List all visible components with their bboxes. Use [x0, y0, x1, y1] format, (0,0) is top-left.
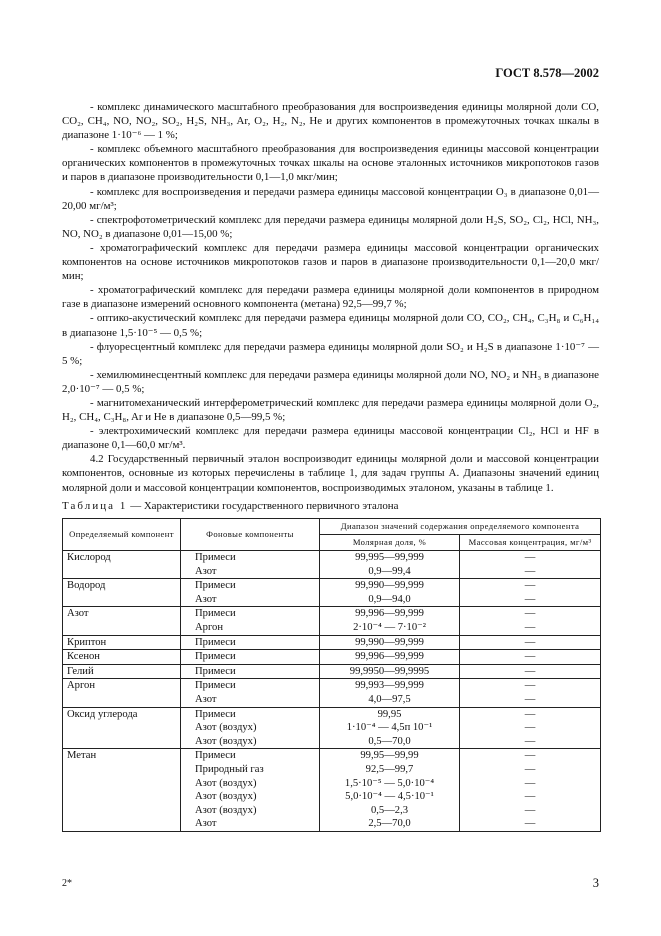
paragraph: - магнитомеханический интерферометрический комплекс для передачи размера единицы молярной доли O₂, H₂, CH₄, C₃H₈, Ar и He в диапазоне 0,5—99,5 %;: [62, 396, 599, 424]
footer-mark: 2*: [62, 878, 72, 889]
cell-mass: —: [460, 749, 601, 763]
cell-molar: 0,9—99,4: [320, 565, 460, 579]
table-row: [63, 650, 601, 665]
header-mass-concentration: Массовая концентрация, мг/м³: [460, 535, 601, 551]
cell-background: Азот: [181, 693, 320, 707]
cell-molar: 99,990—99,999: [320, 579, 460, 593]
cell-molar: 0,9—94,0: [320, 593, 460, 607]
paragraph: - комплекс объемного масштабного преобразования для воспроизведения единицы массовой концентрации органических компонентов в промежуточных точках шкалы на основе эталонных источников микропотоков газов и паров в диапазоне производительности 0,1—1,0 мкг/мин;: [62, 143, 599, 184]
cell-component: Оксид углерода: [63, 707, 181, 721]
table-row: [63, 607, 601, 621]
cell-background: Азот: [181, 593, 320, 607]
cell-mass: —: [460, 735, 601, 749]
cell-molar: 4,0—97,5: [320, 693, 460, 707]
header-molar-fraction: Молярная доля, %: [320, 535, 460, 551]
cell-molar: 0,5—70,0: [320, 735, 460, 749]
cell-molar: 99,993—99,999: [320, 679, 460, 693]
paragraph: - флуоресцентный комплекс для передачи размера единицы молярной доли SO₂ и H₂S в диапазоне 1·10⁻⁷ — 5 %;: [62, 340, 599, 367]
cell-mass: —: [460, 763, 601, 777]
cell-molar: 0,5—2,3: [320, 804, 460, 818]
data-table: [62, 518, 601, 832]
cell-background: Азот (воздух): [181, 777, 320, 791]
table-row: [63, 565, 601, 579]
paragraph: - оптико-акустический комплекс для передачи размера единицы молярной доли CO, CO₂, CH₄, C₃H₈ и C₆H₁₄ в диапазоне 1,5·10⁻⁵ — 0,5 %;: [62, 312, 599, 339]
cell-background: Примеси: [181, 607, 320, 621]
body-text: [62, 100, 599, 495]
table-row: [63, 763, 601, 777]
table-row: [63, 579, 601, 593]
paragraph: - хемилюминесцентный комплекс для передачи размера единицы молярной доли NO, NO₂ и NH₃ в диапазоне 2,0·10⁻⁷ — 0,5 %;: [62, 368, 599, 395]
cell-mass: —: [460, 707, 601, 721]
cell-background: Природный газ: [181, 763, 320, 777]
cell-component: [63, 621, 181, 635]
table-row: [63, 551, 601, 565]
paragraph: - комплекс для воспроизведения и передачи размера единицы массовой концентрации O₃ в диапазоне 0,01—20,00 мг/м³;: [62, 185, 599, 212]
cell-component: Метан: [63, 749, 181, 763]
cell-mass: —: [460, 790, 601, 804]
table-caption-text: — Характеристики государственного первичного эталона: [127, 500, 399, 512]
page-number: 3: [592, 876, 599, 890]
table-row: [63, 804, 601, 818]
table-row: [63, 817, 601, 831]
table-row: [63, 593, 601, 607]
cell-component: [63, 817, 181, 831]
paragraph: - комплекс динамического масштабного преобразования для воспроизведения единицы молярной доли CO, CO₂, CH₄, NO, NO₂, SO₂, H₂S, NH₃, Ar, O₂, H₂, N₂, He и других компонентов в промежуточных точках шкалы в диапазоне 1·10⁻⁶ — 1 %;: [62, 101, 599, 142]
cell-component: [63, 693, 181, 707]
table-caption: [62, 500, 398, 512]
table-row: [63, 721, 601, 735]
document-header: ГОСТ 8.578—2002: [495, 66, 599, 80]
paragraph: - электрохимический комплекс для передачи размера единицы массовой концентрации Cl₂, HCl и HF в диапазоне 0,1—60,0 мг/м³.: [62, 425, 599, 452]
cell-component: [63, 735, 181, 749]
cell-component: [63, 790, 181, 804]
cell-background: Азот: [181, 817, 320, 831]
cell-molar: 2,5—70,0: [320, 817, 460, 831]
cell-component: [63, 763, 181, 777]
cell-background: Примеси: [181, 650, 320, 665]
table-row: [63, 707, 601, 721]
cell-component: [63, 804, 181, 818]
cell-mass: —: [460, 721, 601, 735]
cell-component: Кислород: [63, 551, 181, 565]
cell-background: Азот (воздух): [181, 790, 320, 804]
cell-mass: —: [460, 551, 601, 565]
paragraph: - хроматографический комплекс для передачи размера единицы молярной доли компонентов в природном газе в диапазоне измерений основного компонента (метана) 92,5—99,7 %;: [62, 284, 599, 311]
cell-background: Примеси: [181, 707, 320, 721]
cell-molar: 5,0·10⁻⁴ — 4,5·10⁻¹: [320, 790, 460, 804]
header-component: Определяемый компонент: [63, 519, 181, 551]
cell-mass: —: [460, 635, 601, 650]
cell-mass: —: [460, 650, 601, 665]
table-row: [63, 777, 601, 791]
header-background: Фоновые компоненты: [181, 519, 320, 551]
cell-mass: —: [460, 777, 601, 791]
header-range-group: Диапазон значений содержания определяемого компонента: [320, 519, 601, 535]
cell-background: Примеси: [181, 679, 320, 693]
cell-mass: —: [460, 607, 601, 621]
cell-mass: —: [460, 804, 601, 818]
cell-molar: 99,990—99,999: [320, 635, 460, 650]
cell-molar: 99,95: [320, 707, 460, 721]
cell-mass: —: [460, 817, 601, 831]
cell-background: Примеси: [181, 551, 320, 565]
cell-molar: 99,95—99,99: [320, 749, 460, 763]
paragraph: - спектрофотометрический комплекс для передачи размера единицы молярной доли H₂S, SO₂, Cl₂, HCl, NH₃, NO, NO₂ в диапазоне 0,01—15,00 %;: [62, 213, 599, 240]
cell-mass: —: [460, 664, 601, 679]
cell-mass: —: [460, 565, 601, 579]
paragraph: 4.2 Государственный первичный эталон воспроизводит единицы молярной доли и массовой концентрации компонентов, основные из которых перечислены в таблице 1, для задач группы А. Диапазоны значений единиц молярной доли и массовой концентрации компонентов, воспроизводимых эталоном, указаны в таблице 1.: [62, 453, 599, 494]
cell-background: Примеси: [181, 749, 320, 763]
table-row: [63, 790, 601, 804]
cell-component: [63, 565, 181, 579]
cell-background: Азот (воздух): [181, 721, 320, 735]
cell-mass: —: [460, 579, 601, 593]
cell-background: Примеси: [181, 664, 320, 679]
cell-mass: —: [460, 693, 601, 707]
cell-mass: —: [460, 593, 601, 607]
cell-background: Азот: [181, 565, 320, 579]
table-row: [63, 664, 601, 679]
table-row: [63, 749, 601, 763]
cell-background: Азот (воздух): [181, 804, 320, 818]
cell-molar: 1,5·10⁻⁵ — 5,0·10⁻⁴: [320, 777, 460, 791]
table-row: [63, 679, 601, 693]
cell-component: Водород: [63, 579, 181, 593]
cell-component: Азот: [63, 607, 181, 621]
table-row: [63, 635, 601, 650]
cell-molar: 99,9950—99,9995: [320, 664, 460, 679]
cell-component: [63, 593, 181, 607]
cell-molar: 1·10⁻⁴ — 4,5п 10⁻¹: [320, 721, 460, 735]
cell-background: Примеси: [181, 579, 320, 593]
cell-background: Примеси: [181, 635, 320, 650]
cell-molar: 99,996—99,999: [320, 650, 460, 665]
table-row: [63, 735, 601, 749]
cell-component: Аргон: [63, 679, 181, 693]
cell-mass: —: [460, 621, 601, 635]
cell-component: [63, 777, 181, 791]
cell-component: Криптон: [63, 635, 181, 650]
cell-molar: 92,5—99,7: [320, 763, 460, 777]
table-caption-label: Таблица 1: [62, 500, 128, 512]
table-row: [63, 621, 601, 635]
cell-molar: 99,995—99,999: [320, 551, 460, 565]
cell-molar: 2·10⁻⁴ — 7·10⁻²: [320, 621, 460, 635]
paragraph: - хроматографический комплекс для передачи размера единицы массовой концентрации органических компонентов на основе источников микропотоков газов и паров в диапазоне производительности 0,1—20,0 мкг/мин;: [62, 241, 599, 283]
cell-component: [63, 721, 181, 735]
cell-component: Гелий: [63, 664, 181, 679]
cell-mass: —: [460, 679, 601, 693]
cell-component: Ксенон: [63, 650, 181, 665]
table-row: [63, 693, 601, 707]
cell-molar: 99,996—99,999: [320, 607, 460, 621]
cell-background: Азот (воздух): [181, 735, 320, 749]
cell-background: Аргон: [181, 621, 320, 635]
